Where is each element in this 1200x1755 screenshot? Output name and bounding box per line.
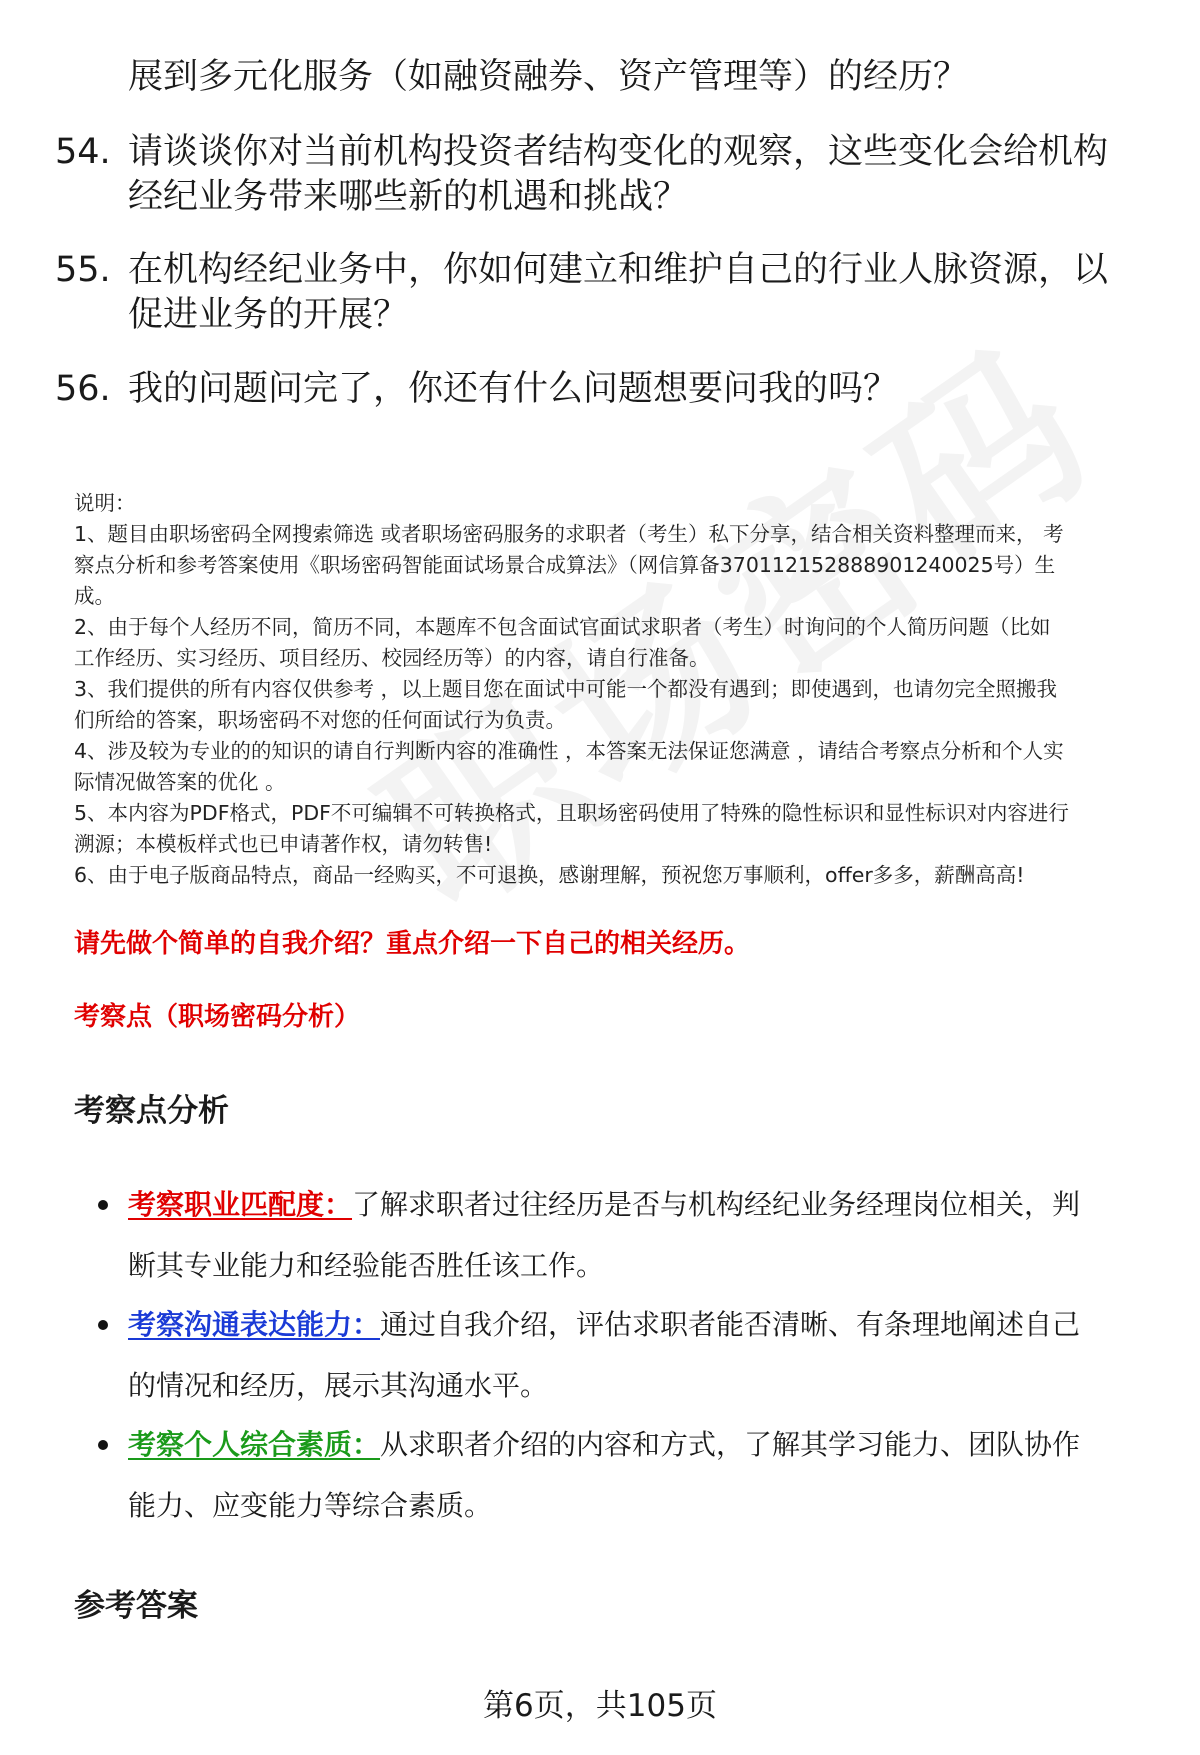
- main-question-title: 请先做个简单的自我介绍？重点介绍一下自己的相关经历。: [74, 929, 751, 959]
- notes-line: 1、题目由职场密码全网搜索筛选 或者职场密码服务的求职者（考生）私下分享，结合相关资料整理而来， 考: [74, 522, 1064, 546]
- bullet-2-line-2: 的情况和经历，展示其沟通水平。: [128, 1369, 549, 1402]
- answer-heading: 参考答案: [74, 1588, 198, 1624]
- notes-line: 6、由于电子版商品特点，商品一经购买，不可退换，感谢理解，预祝您万事顺利，offer多多，薪酬高高!: [74, 863, 1025, 887]
- bullet-icon: [98, 1200, 108, 1210]
- question-55-number: 55.: [55, 250, 111, 290]
- notes-line: 工作经历、实习经历、项目经历、校园经历等）的内容，请自行准备。: [74, 646, 710, 670]
- bullet-icon: [98, 1320, 108, 1330]
- bullet-3-text: 从求职者介绍的内容和方式，了解其学习能力、团队协作: [380, 1428, 1081, 1461]
- bullet-2-line-1: [128, 1305, 1080, 1345]
- question-56-number: 56.: [55, 369, 111, 409]
- bullet-2-label: 考察沟通表达能力：: [128, 1308, 381, 1341]
- question-55-line-2: 促进业务的开展？: [128, 295, 409, 335]
- notes-line: 2、由于每个人经历不同，简历不同，本题库不包含面试官面试求职者（考生）时询问的个人简历问题（比如: [74, 615, 1051, 639]
- bullet-3-line-2: 能力、应变能力等综合素质。: [128, 1489, 493, 1522]
- analysis-tag: 考察点（职场密码分析）: [74, 1002, 361, 1032]
- question-54-number: 54.: [55, 132, 111, 172]
- notes-line: 察点分析和参考答案使用《职场密码智能面试场景合成算法》（网信算备370112152888901240025号）生: [74, 553, 1056, 577]
- question-56-line-1: 我的问题问完了，你还有什么问题想要问我的吗？: [128, 369, 899, 409]
- notes-line: 说明：: [74, 491, 136, 515]
- bullet-icon: [98, 1440, 108, 1450]
- page-number: 第6页，共105页: [483, 1688, 717, 1724]
- analysis-heading: 考察点分析: [74, 1093, 229, 1129]
- question-54-line-2: 经纪业务带来哪些新的机遇和挑战？: [128, 177, 689, 217]
- disclaimer-notes: [74, 488, 1164, 891]
- bullet-1-line-2: 断其专业能力和经验能否胜任该工作。: [128, 1249, 605, 1282]
- bullet-3-label: 考察个人综合素质：: [128, 1428, 381, 1461]
- bullet-1-line-1: [128, 1185, 1080, 1225]
- notes-line: 溯源；本模板样式也已申请著作权，请勿转售!: [74, 832, 493, 856]
- notes-line: 4、涉及较为专业的的知识的请自行判断内容的准确性 ，本答案无法保证您满意 ，请结合考察点分析和个人实: [74, 739, 1064, 763]
- bullet-2-text: 通过自我介绍，评估求职者能否清晰、有条理地阐述自己: [380, 1308, 1081, 1341]
- question-55-line-1: 在机构经纪业务中，你如何建立和维护自己的行业人脉资源，以: [128, 250, 1109, 290]
- notes-line: 们所给的答案，职场密码不对您的任何面试行为负责。: [74, 708, 566, 732]
- notes-line: 成。: [74, 584, 115, 608]
- question-53-continuation: 展到多元化服务（如融资融券、资产管理等）的经历？: [128, 57, 969, 97]
- notes-line: 5、本内容为PDF格式，PDF不可编辑不可转换格式，且职场密码使用了特殊的隐性标识和显性标识对内容进行: [74, 801, 1069, 825]
- question-54-line-1: 请谈谈你对当前机构投资者结构变化的观察，这些变化会给机构: [128, 132, 1109, 172]
- bullet-1-text: 了解求职者过往经历是否与机构经纪业务经理岗位相关，判: [352, 1188, 1081, 1221]
- bullet-1-label: 考察职业匹配度：: [128, 1188, 353, 1221]
- bullet-3-line-1: [128, 1425, 1080, 1465]
- notes-line: 3、我们提供的所有内容仅供参考 ，以上题目您在面试中可能一个都没有遇到；即使遇到，也请勿完全照搬我: [74, 677, 1058, 701]
- notes-line: 际情况做答案的优化 。: [74, 770, 286, 794]
